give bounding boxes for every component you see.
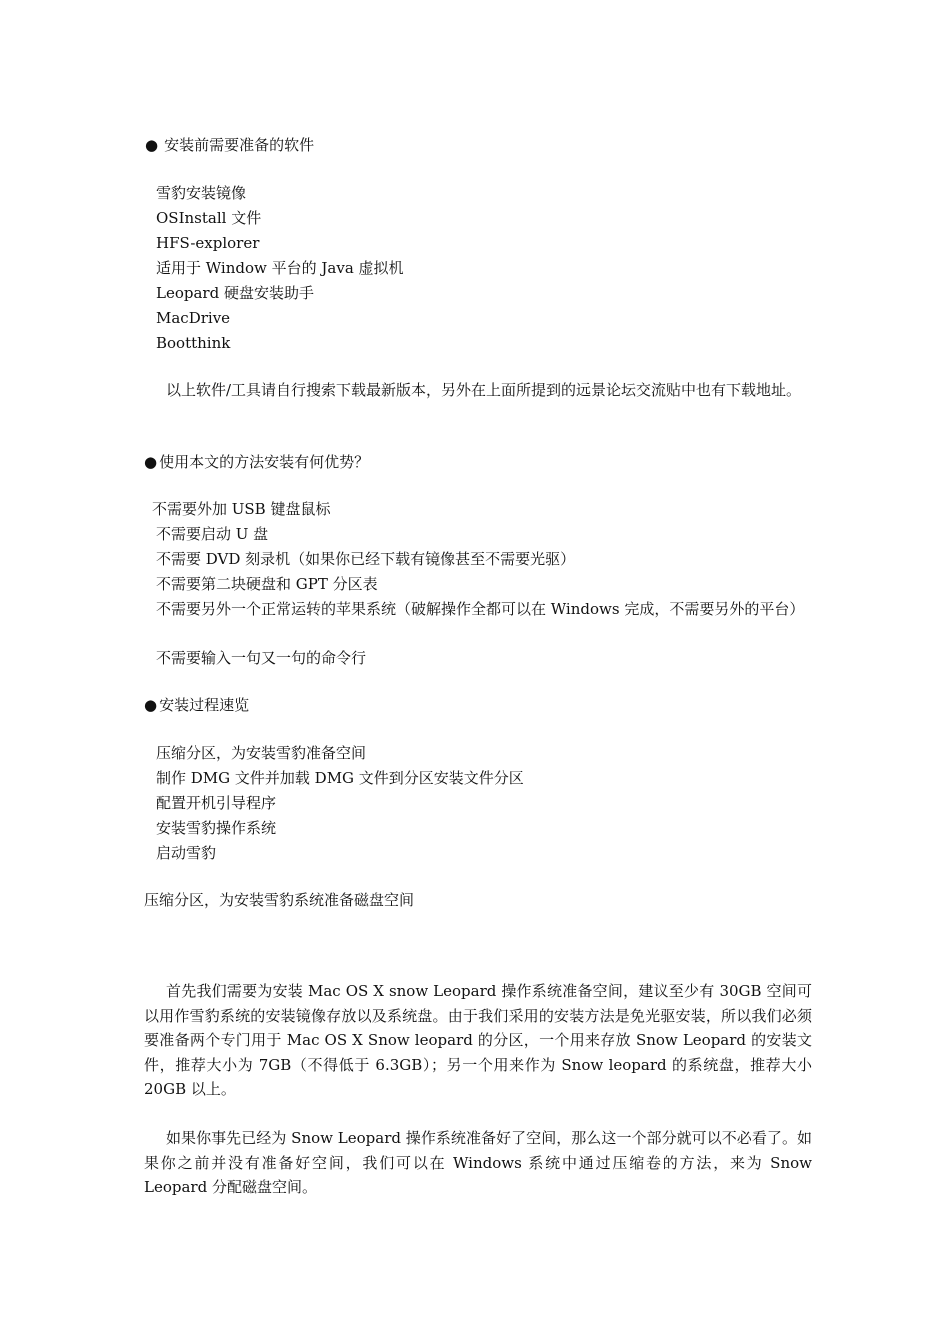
bullet-icon: ● <box>144 453 158 471</box>
list-item: Leopard 硬盘安装助手 <box>156 284 314 302</box>
list-item: 不需要另外一个正常运转的苹果系统（破解操作全都可以在 Windows 完成，不需要另外的平台） <box>156 600 805 618</box>
list-item: 启动雪豹 <box>156 844 217 862</box>
body-paragraph-1: 首先我们需要为安装 Mac OS X snow Leopard 操作系统准备空间，建议至少有 30GB 空间可以用作雪豹系统的安装镜像存放以及系统盘。由于我们采用的安装方法是免光驱安装，所以我们必须要准备两个专门用于 Mac OS X Snow leopard 的分区，一个用来存放 Snow Leopard 的安装文件，推荐大小为 7GB（不得低于 6.3GB）；另一个用来作为 Snow leopard 的系统盘，推荐大小 20GB 以上。 <box>144 982 812 1098</box>
list-item: 制作 DMG 文件并加载 DMG 文件到分区安装文件分区 <box>156 769 524 787</box>
list-item: 不需要输入一句又一句的命令行 <box>156 649 367 667</box>
section1-note: 以上软件/工具请自行搜索下载最新版本，另外在上面所提到的远景论坛交流贴中也有下载地址。 <box>166 381 802 399</box>
section1-heading <box>145 133 314 158</box>
list-item: Bootthink <box>156 334 231 352</box>
list-item: 不需要第二块硬盘和 GPT 分区表 <box>156 575 378 593</box>
section3-title: 安装过程速览 <box>159 696 250 714</box>
body-paragraph-2: 如果你事先已经为 Snow Leopard 操作系统准备好了空间，那么这一个部分就可以不必看了。如果你之前并没有准备好空间，我们可以在 Windows 系统中通过压缩卷的方法，来为 Snow Leopard 分配磁盘空间。 <box>144 1129 812 1196</box>
list-item: 配置开机引导程序 <box>156 794 277 812</box>
section2-title: 使用本文的方法安装有何优势？ <box>159 453 370 471</box>
list-item: 不需要启动 U 盘 <box>156 525 269 543</box>
list-item: OSInstall 文件 <box>156 209 262 227</box>
section4-heading: 压缩分区，为安装雪豹系统准备磁盘空间 <box>144 891 415 909</box>
list-item: 不需要 DVD 刻录机（如果你已经下载有镜像甚至不需要光驱） <box>156 550 576 568</box>
list-item: 压缩分区，为安装雪豹准备空间 <box>156 744 367 762</box>
list-item: 雪豹安装镜像 <box>156 184 247 202</box>
bullet-icon: ● <box>145 136 159 154</box>
list-item: 适用于 Window 平台的 Java 虚拟机 <box>156 259 404 277</box>
list-item: 不需要外加 USB 键盘鼠标 <box>152 500 331 518</box>
list-item: HFS-explorer <box>156 234 260 252</box>
section3-heading <box>144 693 249 718</box>
section1-title: 安装前需要准备的软件 <box>164 136 315 154</box>
list-item: MacDrive <box>156 309 231 327</box>
section2-heading <box>144 450 369 475</box>
list-item: 安装雪豹操作系统 <box>156 819 277 837</box>
bullet-icon: ● <box>144 696 158 714</box>
